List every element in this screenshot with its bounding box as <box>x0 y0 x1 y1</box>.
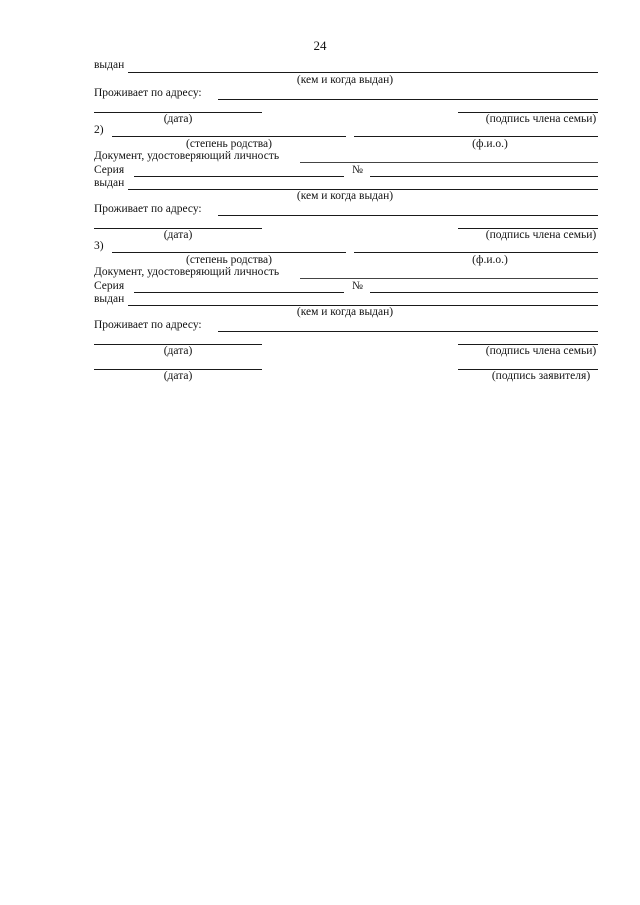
series-label: Серия <box>94 164 125 176</box>
fio-caption: (ф.и.о.) <box>472 138 508 150</box>
date-caption: (дата) <box>163 113 193 125</box>
family-signature-caption: (подпись члена семьи) <box>485 345 597 357</box>
fio-caption: (ф.и.о.) <box>472 254 508 266</box>
issued-label: выдан <box>94 59 125 71</box>
page-number: 24 <box>313 38 327 53</box>
date-caption: (дата) <box>163 345 193 357</box>
applicant-date-caption: (дата) <box>163 370 193 382</box>
series-field-line[interactable] <box>134 292 344 293</box>
applicant-signature-caption: (подпись заявителя) <box>491 370 591 382</box>
family-signature-caption: (подпись члена семьи) <box>485 229 597 241</box>
series-field-line[interactable] <box>134 176 344 177</box>
member-index: 3) <box>94 240 104 252</box>
number-label: № <box>352 280 363 292</box>
identity-doc-field-line[interactable] <box>300 162 598 163</box>
fio-field-line[interactable] <box>354 136 598 137</box>
issued-caption: (кем и когда выдан) <box>296 74 394 86</box>
fio-field-line[interactable] <box>354 252 598 253</box>
address-label: Проживает по адресу: <box>94 87 202 99</box>
address-field-line[interactable] <box>218 99 598 100</box>
number-label: № <box>352 164 363 176</box>
number-field-line[interactable] <box>370 176 598 177</box>
issued-field-line[interactable] <box>128 72 598 73</box>
family-signature-caption: (подпись члена семьи) <box>485 113 597 125</box>
issued-caption: (кем и когда выдан) <box>296 306 394 318</box>
identity-doc-label: Документ, удостоверяющий личность <box>94 266 280 278</box>
relationship-field-line[interactable] <box>112 136 346 137</box>
relationship-caption: (степень родства) <box>186 138 272 150</box>
number-field-line[interactable] <box>370 292 598 293</box>
date-caption: (дата) <box>163 229 193 241</box>
address-label: Проживает по адресу: <box>94 203 202 215</box>
address-field-line[interactable] <box>218 215 598 216</box>
address-field-line[interactable] <box>218 331 598 332</box>
identity-doc-field-line[interactable] <box>300 278 598 279</box>
member-index: 2) <box>94 124 104 136</box>
issued-label: выдан <box>94 177 125 189</box>
series-label: Серия <box>94 280 125 292</box>
address-label: Проживает по адресу: <box>94 319 202 331</box>
issued-label: выдан <box>94 293 125 305</box>
relationship-field-line[interactable] <box>112 252 346 253</box>
identity-doc-label: Документ, удостоверяющий личность <box>94 150 280 162</box>
issued-caption: (кем и когда выдан) <box>296 190 394 202</box>
relationship-caption: (степень родства) <box>186 254 272 266</box>
